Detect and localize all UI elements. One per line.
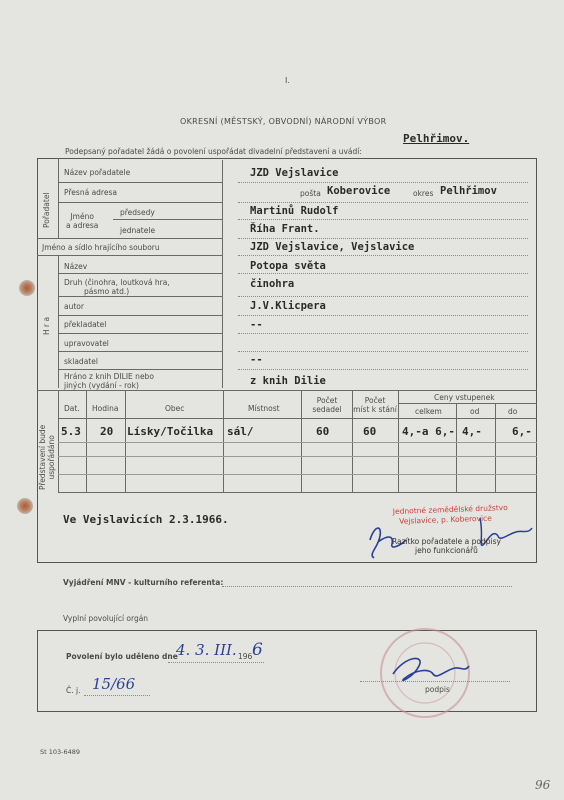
permit-year-handwritten: 6 bbox=[252, 640, 263, 660]
col-total: celkem bbox=[415, 407, 442, 416]
col-seats bbox=[307, 396, 347, 414]
composer-label: skladatel bbox=[64, 357, 98, 366]
col-date: Dat. bbox=[64, 404, 80, 413]
row-to: 6,- bbox=[512, 425, 532, 438]
col-standing-2: míst k stání bbox=[353, 405, 397, 414]
organizer-name-value: JZD Vejslavice bbox=[250, 167, 339, 179]
col-venue: Místnost bbox=[248, 404, 280, 413]
row-date: 5.3 bbox=[61, 425, 81, 438]
authority-heading: OKRESNÍ (MĚSTSKÝ, OBVODNÍ) NÁRODNÍ VÝBOR bbox=[180, 117, 387, 126]
play-kind-label-line-1: Druh (činohra, loutková hra, bbox=[64, 278, 170, 287]
manager-value: Říha Frant. bbox=[250, 223, 320, 235]
row-town: Lísky/Točilka bbox=[127, 425, 214, 438]
col-seats-2: sedadel bbox=[312, 405, 342, 414]
col-standing-1: Počet bbox=[364, 396, 386, 405]
posta-label: pošta bbox=[300, 189, 321, 198]
place-date: Ve Vejslavicích 2.3.1966. bbox=[63, 513, 229, 526]
persons-label-line-2: a adresa bbox=[66, 221, 99, 230]
row-hour: 20 bbox=[100, 425, 114, 438]
performances-side-label-1: Představení bude bbox=[38, 424, 47, 490]
play-side-label: H r a bbox=[42, 316, 51, 335]
ref-label: Č. j. bbox=[66, 686, 81, 695]
office-label: Vyplní povolující orgán bbox=[63, 614, 149, 623]
chairman-value: Martinů Rudolf bbox=[250, 205, 339, 217]
row-venue: sál/ bbox=[227, 425, 254, 438]
organizer-name-label: Název pořadatele bbox=[64, 168, 131, 177]
persons-label-line-1: Jméno bbox=[70, 212, 94, 221]
row-from: 4,- bbox=[462, 425, 482, 438]
permit-date-handwritten: 4. 3. III. bbox=[176, 641, 237, 659]
play-kind-label bbox=[64, 278, 170, 296]
stamp-line-1: Jednotné zemědělské družstvo bbox=[392, 503, 508, 517]
mnv-label: Vyjádření MNV - kulturního referenta: bbox=[63, 578, 224, 587]
ref-handwritten: 15/66 bbox=[92, 675, 136, 693]
roman-numeral: I. bbox=[285, 76, 290, 85]
play-title-label: Název bbox=[64, 262, 88, 271]
page-number: 96 bbox=[535, 778, 551, 792]
author-value: J.V.Klicpera bbox=[250, 300, 326, 312]
col-standing bbox=[352, 396, 398, 414]
persons-label bbox=[66, 212, 98, 230]
permit-year-prefix: 196 bbox=[238, 652, 253, 661]
col-prices: Ceny vstupenek bbox=[434, 393, 495, 402]
translator-value: -- bbox=[250, 319, 263, 331]
punch-hole-top bbox=[19, 280, 35, 296]
ensemble-value: JZD Vejslavice, Vejslavice bbox=[250, 241, 415, 253]
stamp-caption bbox=[392, 537, 501, 555]
col-town: Obec bbox=[165, 404, 185, 413]
performances-side-label bbox=[38, 425, 56, 490]
manager-label: jednatele bbox=[120, 226, 156, 235]
performances-side-label-2: uspořádáno bbox=[47, 435, 56, 480]
source-value: z knih Dilie bbox=[250, 375, 326, 387]
row-seats: 60 bbox=[316, 425, 330, 438]
row-standing: 60 bbox=[363, 425, 377, 438]
translator-label: překladatel bbox=[64, 320, 107, 329]
source-label-line-2: jiných (vydání - rok) bbox=[64, 381, 139, 390]
okres-value: Pelhřimov bbox=[440, 185, 497, 197]
ensemble-label: Jméno a sídlo hrajícího souboru bbox=[42, 243, 160, 252]
composer-value: -- bbox=[250, 354, 263, 366]
intro-text: Podepsaný pořadatel žádá o povolení uspořádat divadelní představení a uvádí: bbox=[65, 147, 362, 156]
play-kind-label-line-2: pásmo atd.) bbox=[84, 287, 130, 296]
signature-label: podpis bbox=[425, 685, 450, 694]
play-title-value: Potopa světa bbox=[250, 260, 326, 272]
district-value: Pelhřimov. bbox=[403, 132, 470, 145]
adapter-label: upravovatel bbox=[64, 339, 109, 348]
posta-value: Koberovice bbox=[327, 185, 391, 197]
stamp-caption-1: Razítko pořadatele a podpisy bbox=[392, 537, 501, 546]
col-hour: Hodina bbox=[92, 404, 119, 413]
punch-hole-bottom bbox=[17, 498, 33, 514]
stamp-caption-2: jeho funkcionářů bbox=[415, 546, 478, 555]
address-label: Přesná adresa bbox=[64, 188, 117, 197]
official-signature bbox=[385, 650, 475, 690]
organizer-signatures bbox=[360, 506, 540, 566]
col-from: od bbox=[470, 407, 480, 416]
form-code: St 103-6489 bbox=[40, 748, 81, 756]
okres-label: okres bbox=[413, 189, 434, 198]
permit-label: Povolení bylo uděleno dne bbox=[66, 652, 178, 661]
play-kind-value: činohra bbox=[250, 278, 295, 290]
row-total: 4,-a 6,- bbox=[402, 425, 455, 438]
author-label: autor bbox=[64, 302, 84, 311]
col-to: do bbox=[508, 407, 518, 416]
source-label-line-1: Hráno z knih DILIE nebo bbox=[64, 372, 154, 381]
source-label bbox=[64, 372, 154, 390]
organizer-side-label: Pořadatel bbox=[42, 192, 51, 228]
col-seats-1: Počet bbox=[316, 396, 338, 405]
chairman-label: předsedy bbox=[120, 208, 155, 217]
stamp-line-2: Vejslavice, p. Koberovice bbox=[399, 513, 492, 526]
